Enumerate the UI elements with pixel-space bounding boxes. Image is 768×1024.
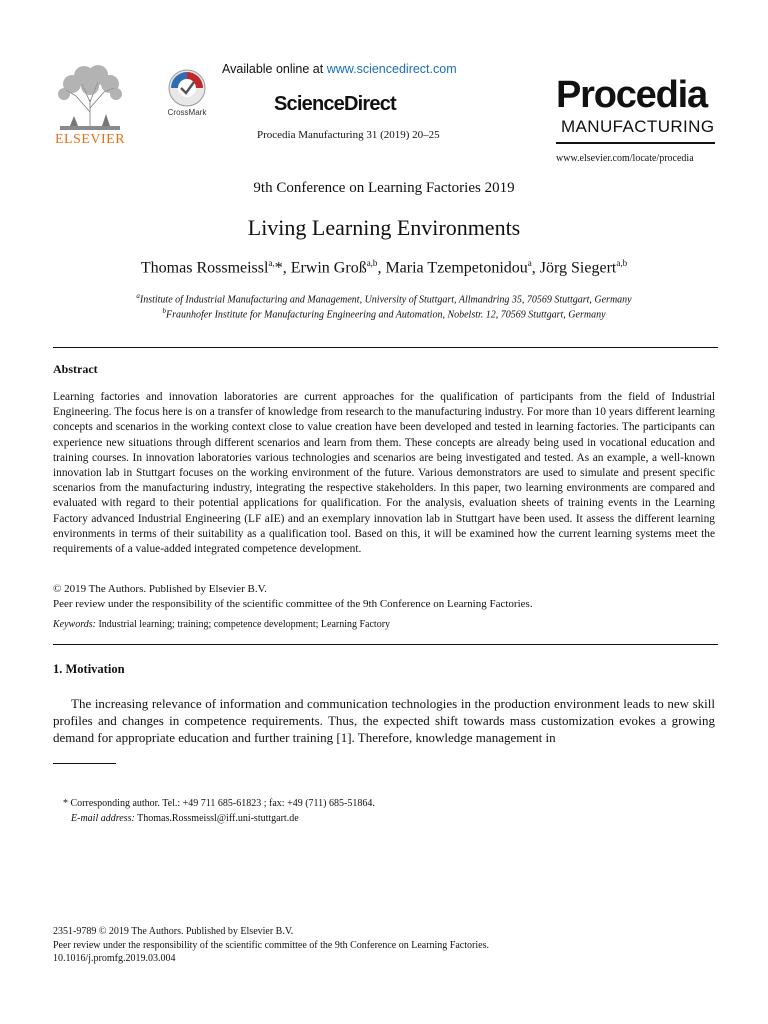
section-divider [53,347,718,348]
author-separator: *, [274,259,291,277]
logo-divider [556,142,715,144]
elsevier-wordmark: ELSEVIER [54,132,126,147]
author-name: Erwin Groß [290,259,367,277]
issn-line: 2351-9789 © 2019 The Authors. Published by Elsevier B.V. [53,926,294,937]
paper-title: Living Learning Environments [247,215,521,240]
email-label: E-mail address: [71,813,135,824]
section-body: The increasing relevance of information and communication technologies in the production environment leads to new skill profiles and changes in competence requirements. Thus, the expected shift towards mass customization evokes a growing demand for appropriate education and further training [1]. Therefore, knowledge management in [53,696,715,745]
email-address[interactable]: Thomas.Rossmeissl@iff.uni-stuttgart.de [137,813,299,824]
author-affil-mark: a,b [616,258,628,268]
section-heading: 1. Motivation [53,662,125,676]
bottom-peer-review: Peer review under the responsibility of the scientific committee of the 9th Conference on Learning Factories. [53,940,489,951]
author-list [0,258,768,277]
abstract-heading: Abstract [53,362,98,376]
crossmark-label: CrossMark [167,108,207,117]
copyright-line: © 2019 The Authors. Published by Elsevier B.V. [53,583,267,595]
available-prefix: Available online at [222,62,327,76]
doi-line[interactable]: 10.1016/j.promfg.2019.03.004 [53,953,176,964]
email-note [71,813,299,824]
crossmark-icon[interactable] [167,68,207,108]
footnote-rule [53,763,116,764]
affiliation-mark: b [162,307,166,315]
conference-name: 9th Conference on Learning Factories 2019 [253,180,515,196]
procedia-logo: Procedia [556,74,707,116]
keywords-label: Keywords: [53,619,96,630]
affiliation-a [0,292,768,305]
affiliation-b [0,307,768,320]
manufacturing-logo-text: MANUFACTURING [561,117,715,136]
author-separator: , [531,259,540,277]
journal-site-url[interactable]: www.elsevier.com/locate/procedia [556,153,694,164]
affiliation-text: Fraunhofer Institute for Manufacturing Engineering and Automation, Nobelstr. 12, 70569 Stuttgart, Germany [165,309,606,321]
keywords-list: Industrial learning; training; competence development; Learning Factory [98,619,391,630]
author-affil-mark: a [527,258,532,268]
section-divider [53,644,718,645]
available-online [222,62,457,76]
author-affil-mark: a, [268,258,275,268]
author-name: Thomas Rossmeissl [140,259,269,277]
corresponding-author-note: * Corresponding author. Tel.: +49 711 685-61823 ; fax: +49 (711) 685-51864. [63,798,375,809]
sciencedirect-link[interactable]: www.sciencedirect.com [326,62,457,76]
keywords-line [53,619,390,630]
sciencedirect-title: ScienceDirect [274,93,396,115]
author-separator: , [377,259,386,277]
abstract-body: Learning factories and innovation laboratories are current approaches for the qualification of participants from the field of Industrial Engineering. The focus here is on a transfer of knowledge from research to the manufacturing industry. For more than 10 years different learning concepts and scenarios in the working context close to value creation have been developed and tested in learning factories. The participants can experience new situations through different scenarios and learn from them. These concepts are already being used in vocational education and training courses. In innovation laboratories various technologies and scenarios are being investigated and tested. As an example, a well-known innovation lab in Stuttgart focuses on the working environment of the future. Various demonstrators are used to simulate and present specific scenarios from the manufacturing industry, integrating the respective stakeholders. In this paper, two learning environments are compared and evaluated with regard to their potential applications for qualification. For the analysis, evaluation sheets of training events in the Learning Factory advanced Industrial Engineering (LF aIE) and an exemplary innovation lab in Stuttgart have been used. It assess the different learning environments in terms of their suitability as a qualification tool. Based on this, it will be examined how the current learning systems meet the requirements of a value-added integrated competence development. [53,391,715,556]
journal-citation: Procedia Manufacturing 31 (2019) 20–25 [257,129,440,141]
peer-review-line: Peer review under the responsibility of the scientific committee of the 9th Conference on Learning Factories. [53,598,533,610]
author-name: Jörg Siegert [539,259,617,277]
affiliation-mark: a [136,292,140,300]
author-name: Maria Tzempetonidou [385,259,528,277]
affiliation-text: Institute of Industrial Manufacturing and Management, University of Stuttgart, Allmandring 35, 70569 Stuttgart, Germany [139,294,632,306]
author-affil-mark: a,b [366,258,378,268]
